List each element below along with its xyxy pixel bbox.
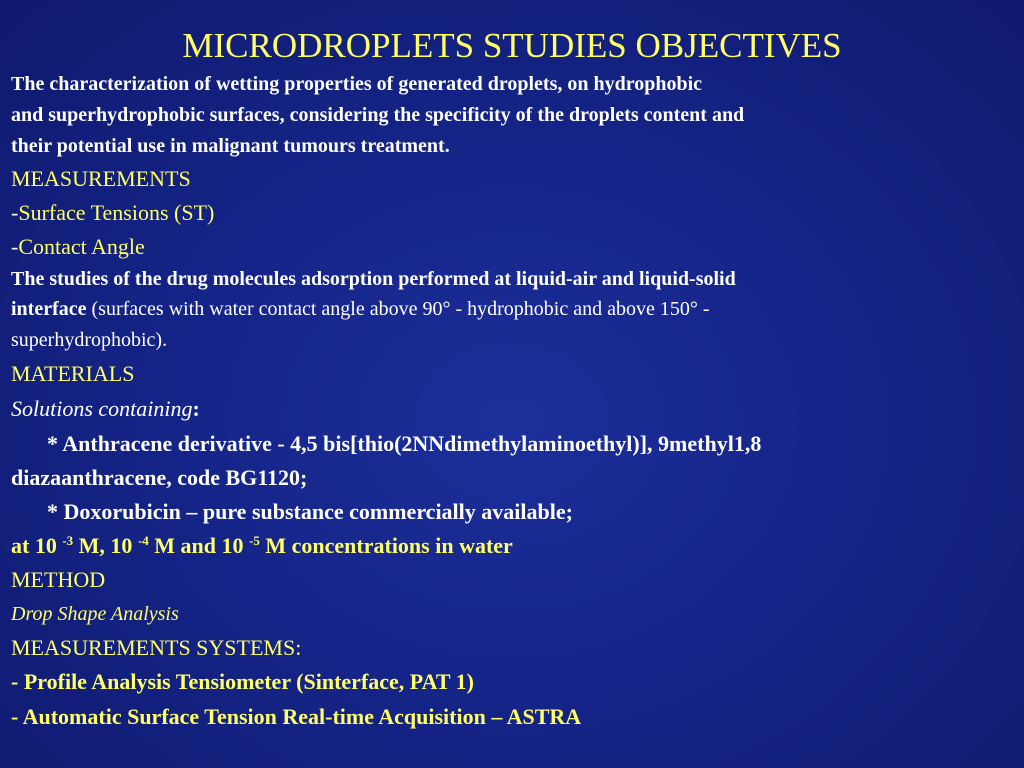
- solutions-label: Solutions containing: [11, 396, 193, 421]
- conc-exponent: -5: [249, 533, 260, 548]
- measurement-item-contact-angle: [11, 234, 145, 260]
- conc-text: M and 10: [148, 533, 250, 558]
- concentrations-line: [11, 533, 513, 559]
- measurement-item-surface-tensions: [11, 200, 214, 226]
- method-heading: METHOD: [11, 567, 106, 592]
- measurement-item-label: Surface Tensions (ST): [18, 200, 215, 225]
- material-item-anthracene-line-2: diazaanthracene, code BG1120;: [11, 465, 308, 490]
- solutions-colon: :: [192, 396, 200, 421]
- solutions-containing: [11, 396, 200, 422]
- studies-interface-word: interface: [11, 298, 87, 320]
- studies-line-2: [11, 298, 710, 321]
- objective-line-3: their potential use in malignant tumours treatment.: [11, 135, 450, 157]
- systems-heading: MEASUREMENTS SYSTEMS:: [11, 635, 302, 660]
- dash-marker: -: [11, 234, 19, 259]
- conc-exponent: -4: [137, 533, 149, 548]
- conc-text: M, 10: [73, 533, 138, 558]
- studies-line-1: The studies of the drug molecules adsorption performed at liquid-air and liquid-solid: [11, 268, 736, 290]
- measurements-heading: MEASUREMENTS: [11, 166, 191, 191]
- conc-text: at 10: [11, 533, 63, 558]
- dash-marker: -: [11, 200, 19, 225]
- slide-title: MICRODROPLETS STUDIES OBJECTIVES: [182, 26, 842, 65]
- materials-heading: MATERIALS: [11, 361, 135, 386]
- method-name: Drop Shape Analysis: [11, 603, 179, 625]
- conc-text: M concentrations in water: [259, 533, 513, 558]
- studies-line-3: superhydrophobic).: [11, 329, 168, 351]
- studies-surfaces-text: (surfaces with water contact angle above 90° - hydrophobic and above 150° -: [86, 298, 710, 320]
- material-item-anthracene-line-1: * Anthracene derivative - 4,5 bis[thio(2NNdimethylaminoethyl)], 9methyl1,8: [47, 431, 762, 456]
- system-item-pat: - Profile Analysis Tensiometer (Sinterface, PAT 1): [11, 669, 474, 694]
- system-item-astra: - Automatic Surface Tension Real-time Acquisition – ASTRA: [11, 704, 582, 729]
- measurement-item-label: Contact Angle: [18, 234, 145, 259]
- conc-exponent: -3: [62, 533, 74, 548]
- objective-line-1: The characterization of wetting properties of generated droplets, on hydrophobic: [11, 73, 703, 95]
- material-item-doxorubicin: * Doxorubicin – pure substance commercially available;: [47, 499, 573, 524]
- objective-line-2: and superhydrophobic surfaces, considering the specificity of the droplets content and: [11, 104, 745, 126]
